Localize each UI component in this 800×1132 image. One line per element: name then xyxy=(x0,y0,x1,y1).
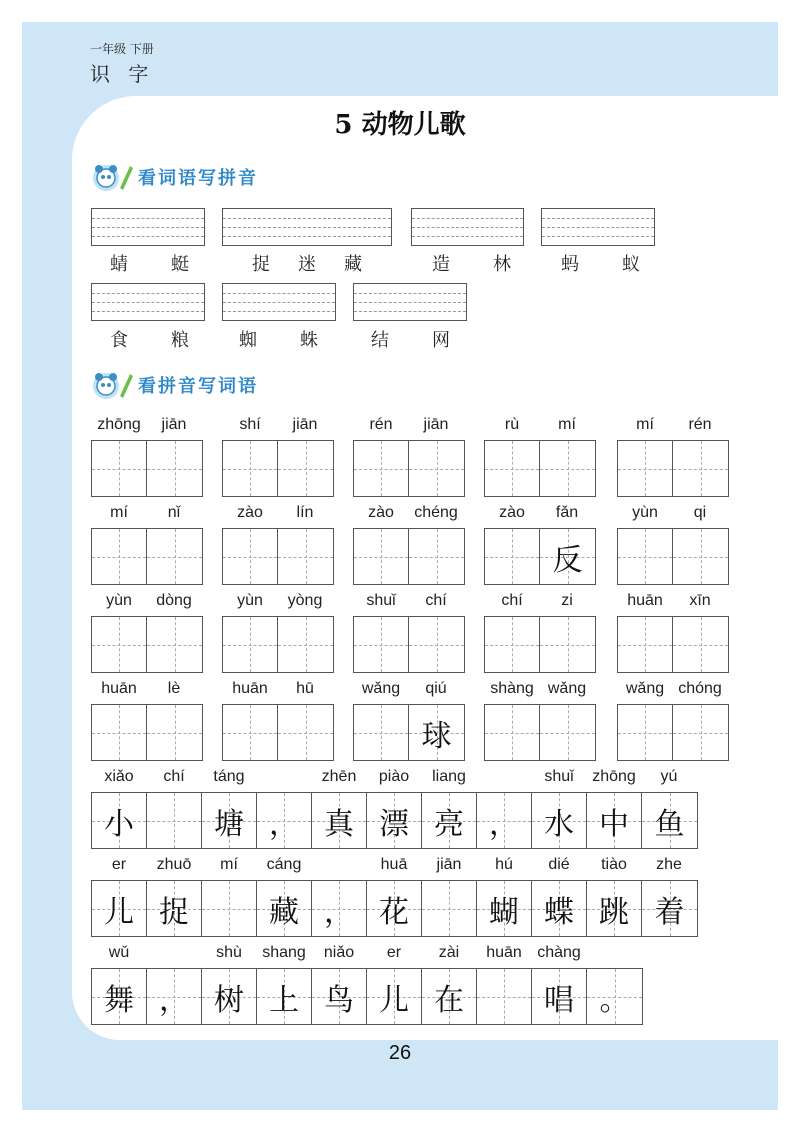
lesson-title: 5 动物儿歌 xyxy=(334,110,466,140)
cell-character xyxy=(223,617,277,672)
exercise-1-title: 看词语写拼音 xyxy=(138,168,258,189)
tianzige-cell[interactable] xyxy=(477,881,532,936)
cell-character: 水 xyxy=(544,806,574,842)
cell-character xyxy=(409,529,464,584)
pinyin-syllable: chí xyxy=(501,592,523,609)
pinyin-syllable: qiú xyxy=(425,680,447,697)
tianzige-cell[interactable] xyxy=(92,529,147,584)
tianzige-cell[interactable] xyxy=(278,617,333,672)
poem-line-grid xyxy=(91,880,698,937)
cell-character: 跳 xyxy=(599,894,629,930)
pinyin-answer-box[interactable] xyxy=(411,208,524,246)
pinyin-syllable: jiān xyxy=(292,416,318,433)
pinyin-syllable: hū xyxy=(296,680,314,697)
pinyin-syllable: huān xyxy=(101,680,137,697)
tianzige-cell[interactable] xyxy=(92,441,147,496)
pinyin-syllable: yú xyxy=(660,768,678,785)
word-character: 蜓 xyxy=(171,254,189,275)
pinyin-syllable: liang xyxy=(432,768,466,785)
tianzige-cell[interactable] xyxy=(367,793,422,848)
pinyin-syllable: chóng xyxy=(678,680,722,697)
tianzige-cell[interactable] xyxy=(409,529,464,584)
pinyin-syllable: zhōng xyxy=(97,416,141,433)
tianzige-cell[interactable] xyxy=(367,881,422,936)
pinyin-syllable: shuǐ xyxy=(366,592,396,609)
cell-character xyxy=(540,441,595,496)
pinyin-syllable: zào xyxy=(499,504,525,521)
pinyin-syllable: shàng xyxy=(490,680,534,697)
cell-character: 在 xyxy=(434,982,464,1018)
cell-character: 唱 xyxy=(544,982,574,1018)
cell-character xyxy=(223,529,277,584)
cell-character: 蝶 xyxy=(544,894,574,930)
tianzige-cell[interactable] xyxy=(312,793,367,848)
cell-character xyxy=(540,705,595,760)
pinyin-syllable: shù xyxy=(216,944,242,961)
tianzige-word-box xyxy=(222,704,334,761)
cell-character xyxy=(673,705,728,760)
tianzige-cell[interactable] xyxy=(587,969,642,1024)
section-label: 识 字 xyxy=(90,62,155,86)
pinyin-syllable: zi xyxy=(561,592,573,609)
word-character: 蚂 xyxy=(561,254,579,275)
tianzige-cell[interactable] xyxy=(147,881,202,936)
tianzige-cell[interactable] xyxy=(485,705,540,760)
pinyin-syllable: mí xyxy=(220,856,238,873)
pinyin-answer-box[interactable] xyxy=(541,208,655,246)
pinyin-syllable: rù xyxy=(504,416,520,433)
cell-character xyxy=(92,705,146,760)
tianzige-cell[interactable] xyxy=(485,617,540,672)
tianzige-cell[interactable] xyxy=(673,529,728,584)
pinyin-syllable: zào xyxy=(237,504,263,521)
tianzige-cell[interactable] xyxy=(587,881,642,936)
tianzige-word-box xyxy=(91,528,203,585)
tianzige-cell[interactable] xyxy=(618,529,673,584)
tianzige-cell[interactable] xyxy=(278,705,333,760)
pinyin-syllable: rén xyxy=(369,416,393,433)
pinyin-syllable: zhēn xyxy=(321,768,357,785)
cell-character xyxy=(147,793,201,848)
pinyin-syllable: táng xyxy=(213,768,245,785)
cell-character: 鱼 xyxy=(654,806,685,842)
pinyin-syllable: chéng xyxy=(414,504,458,521)
pinyin-answer-box[interactable] xyxy=(91,283,205,321)
cell-character xyxy=(618,441,672,496)
pinyin-syllable: huān xyxy=(486,944,522,961)
tianzige-cell[interactable] xyxy=(257,793,312,848)
tianzige-cell[interactable] xyxy=(532,969,587,1024)
exercise-1-heading xyxy=(90,160,258,194)
word-character: 捉 xyxy=(252,254,270,275)
tianzige-cell[interactable] xyxy=(202,793,257,848)
pinyin-syllable: piào xyxy=(378,768,410,785)
tianzige-cell[interactable] xyxy=(409,617,464,672)
tianzige-cell[interactable] xyxy=(147,441,202,496)
cell-character xyxy=(422,881,476,936)
cell-character: 球 xyxy=(421,718,452,754)
cell-character: 中 xyxy=(599,806,629,842)
cell-character: 鸟 xyxy=(324,982,354,1018)
tianzige-cell[interactable] xyxy=(422,881,477,936)
pinyin-syllable: lín xyxy=(296,504,314,521)
tianzige-cell[interactable] xyxy=(540,441,595,496)
pinyin-syllable: jiān xyxy=(161,416,187,433)
tianzige-cell[interactable] xyxy=(618,441,673,496)
tianzige-cell[interactable] xyxy=(540,705,595,760)
cell-character xyxy=(485,441,539,496)
tianzige-cell[interactable] xyxy=(642,793,697,848)
tianzige-cell[interactable] xyxy=(147,529,202,584)
tianzige-cell[interactable] xyxy=(422,969,477,1024)
pinyin-syllable: yùn xyxy=(237,592,263,609)
tianzige-cell[interactable] xyxy=(532,793,587,848)
pinyin-syllable: lè xyxy=(167,680,181,697)
cell-character xyxy=(673,441,728,496)
cell-character xyxy=(278,441,333,496)
tianzige-cell[interactable] xyxy=(257,969,312,1024)
tianzige-cell[interactable] xyxy=(92,705,147,760)
pinyin-syllable: fǎn xyxy=(555,504,579,521)
cell-character xyxy=(673,617,728,672)
cell-character xyxy=(278,705,333,760)
pinyin-syllable: hú xyxy=(495,856,513,873)
tianzige-word-box xyxy=(353,440,465,497)
tianzige-cell[interactable] xyxy=(532,881,587,936)
cell-character: 亮 xyxy=(434,806,464,842)
pinyin-syllable: cáng xyxy=(266,856,302,873)
pinyin-syllable: nǐ xyxy=(167,504,181,521)
tianzige-cell[interactable] xyxy=(422,793,477,848)
cell-character xyxy=(540,617,595,672)
tianzige-cell[interactable] xyxy=(354,441,409,496)
tianzige-cell[interactable] xyxy=(485,441,540,496)
cell-character xyxy=(354,441,408,496)
pinyin-syllable: er xyxy=(111,856,127,873)
tianzige-cell[interactable] xyxy=(312,881,367,936)
cell-character: 蝴 xyxy=(489,894,519,930)
word-character: 藏 xyxy=(344,254,362,275)
word-character: 林 xyxy=(493,254,511,275)
cell-character: 儿 xyxy=(379,982,409,1018)
poem-line-grid xyxy=(91,968,643,1025)
pinyin-syllable: tiào xyxy=(601,856,627,873)
word-character: 蛛 xyxy=(300,330,318,351)
cell-character: ， xyxy=(324,894,354,930)
pinyin-syllable: chàng xyxy=(537,944,581,961)
cell-character xyxy=(618,529,672,584)
pinyin-syllable: zào xyxy=(368,504,394,521)
word-character: 蜻 xyxy=(110,254,128,275)
cell-character xyxy=(618,705,672,760)
cell-character: 。 xyxy=(599,982,630,1018)
word-character: 结 xyxy=(371,330,389,351)
tianzige-cell[interactable] xyxy=(540,617,595,672)
cell-character: ， xyxy=(489,806,519,842)
pinyin-syllable: dié xyxy=(548,856,570,873)
tianzige-cell[interactable] xyxy=(642,881,697,936)
tianzige-cell[interactable] xyxy=(223,617,278,672)
tianzige-word-box xyxy=(617,440,729,497)
tianzige-word-box xyxy=(484,528,596,585)
tianzige-cell[interactable] xyxy=(485,529,540,584)
cell-character: ， xyxy=(269,806,299,842)
pinyin-syllable: rén xyxy=(688,416,712,433)
pinyin-syllable: shang xyxy=(262,944,306,961)
tianzige-cell[interactable] xyxy=(92,881,147,936)
pinyin-syllable: chí xyxy=(163,768,185,785)
tianzige-cell[interactable] xyxy=(278,441,333,496)
cell-character xyxy=(354,705,408,760)
cell-character xyxy=(147,617,202,672)
cell-character xyxy=(147,529,202,584)
tianzige-cell[interactable] xyxy=(673,705,728,760)
pinyin-syllable: wǎng xyxy=(361,680,401,697)
cell-character xyxy=(409,617,464,672)
pinyin-answer-box[interactable] xyxy=(222,208,392,246)
pinyin-syllable: zhōng xyxy=(592,768,636,785)
pinyin-syllable: zhuō xyxy=(156,856,192,873)
pinyin-syllable: chí xyxy=(425,592,447,609)
tianzige-cell[interactable] xyxy=(673,441,728,496)
tianzige-word-box xyxy=(353,528,465,585)
cell-character xyxy=(92,617,146,672)
tianzige-cell[interactable] xyxy=(147,705,202,760)
pinyin-syllable: dòng xyxy=(156,592,192,609)
cell-character xyxy=(354,529,408,584)
pinyin-syllable: yùn xyxy=(632,504,658,521)
pinyin-syllable: shuǐ xyxy=(544,768,574,785)
tianzige-cell[interactable] xyxy=(223,529,278,584)
tianzige-word-box xyxy=(222,440,334,497)
tianzige-cell[interactable] xyxy=(312,969,367,1024)
page-number: 26 xyxy=(388,1042,412,1064)
tianzige-word-box xyxy=(484,440,596,497)
cell-character: 藏 xyxy=(269,894,299,930)
tianzige-cell[interactable] xyxy=(540,529,595,584)
cell-character: 树 xyxy=(214,982,244,1018)
pinyin-syllable: er xyxy=(386,944,402,961)
cell-character xyxy=(673,529,728,584)
pinyin-syllable: wǔ xyxy=(108,944,130,961)
word-character: 造 xyxy=(432,254,450,275)
cell-character xyxy=(202,881,256,936)
cell-character: 反 xyxy=(552,542,583,578)
tianzige-word-box xyxy=(617,704,729,761)
cell-character xyxy=(618,617,672,672)
pinyin-syllable: huān xyxy=(627,592,663,609)
tianzige-cell[interactable] xyxy=(587,793,642,848)
tianzige-word-box xyxy=(353,704,465,761)
pinyin-syllable: mí xyxy=(110,504,128,521)
pinyin-syllable: yùn xyxy=(106,592,132,609)
cell-character: 真 xyxy=(324,806,354,842)
cell-character xyxy=(409,441,464,496)
pinyin-syllable: jiān xyxy=(436,856,462,873)
tianzige-cell[interactable] xyxy=(618,705,673,760)
cell-character xyxy=(147,441,202,496)
tianzige-word-box xyxy=(617,528,729,585)
tianzige-word-box xyxy=(91,616,203,673)
tianzige-cell[interactable] xyxy=(92,617,147,672)
exercise-2-heading xyxy=(90,368,258,402)
tianzige-word-box xyxy=(353,616,465,673)
cell-character xyxy=(278,617,333,672)
panda-mascot-icon xyxy=(90,368,134,402)
tianzige-word-box xyxy=(222,528,334,585)
word-character: 蜘 xyxy=(239,330,257,351)
pinyin-answer-box[interactable] xyxy=(222,283,336,321)
tianzige-cell[interactable] xyxy=(278,529,333,584)
cell-character: ， xyxy=(159,982,189,1018)
pinyin-syllable: jiān xyxy=(423,416,449,433)
tianzige-cell[interactable] xyxy=(477,793,532,848)
tianzige-cell[interactable] xyxy=(409,441,464,496)
tianzige-cell[interactable] xyxy=(354,617,409,672)
tianzige-cell[interactable] xyxy=(257,881,312,936)
tianzige-cell[interactable] xyxy=(354,529,409,584)
tianzige-cell[interactable] xyxy=(202,969,257,1024)
tianzige-cell[interactable] xyxy=(202,881,257,936)
tianzige-cell[interactable] xyxy=(92,793,147,848)
cell-character xyxy=(485,529,539,584)
cell-character: 花 xyxy=(379,894,409,930)
cell-character: 上 xyxy=(269,982,299,1018)
pinyin-syllable: huān xyxy=(232,680,268,697)
word-character: 网 xyxy=(432,330,450,351)
word-character: 粮 xyxy=(171,330,189,351)
panda-mascot-icon xyxy=(90,160,134,194)
tianzige-word-box xyxy=(617,616,729,673)
tianzige-cell[interactable] xyxy=(354,705,409,760)
pinyin-syllable: qi xyxy=(693,504,707,521)
pinyin-syllable: xīn xyxy=(689,592,711,609)
cell-character: 舞 xyxy=(104,982,134,1018)
poem-line-grid xyxy=(91,792,698,849)
tianzige-word-box xyxy=(484,616,596,673)
word-character: 食 xyxy=(110,330,128,351)
cell-character: 漂 xyxy=(379,806,409,842)
cell-character xyxy=(92,441,146,496)
cell-character xyxy=(92,529,146,584)
cell-character xyxy=(223,441,277,496)
pinyin-answer-box[interactable] xyxy=(353,283,467,321)
pinyin-syllable: yòng xyxy=(287,592,323,609)
pinyin-syllable: niǎo xyxy=(323,944,355,961)
pinyin-syllable: wǎng xyxy=(625,680,665,697)
tianzige-cell[interactable] xyxy=(147,969,202,1024)
pinyin-syllable: mí xyxy=(558,416,576,433)
cell-character: 塘 xyxy=(214,806,244,842)
pinyin-syllable: wǎng xyxy=(547,680,587,697)
cell-character xyxy=(485,705,539,760)
cell-character xyxy=(477,969,531,1024)
pinyin-syllable: shí xyxy=(239,416,261,433)
pinyin-syllable: xiǎo xyxy=(104,768,134,785)
tianzige-word-box xyxy=(91,704,203,761)
tianzige-word-box xyxy=(484,704,596,761)
tianzige-cell[interactable] xyxy=(92,969,147,1024)
pinyin-syllable: zhe xyxy=(656,856,682,873)
tianzige-cell[interactable] xyxy=(618,617,673,672)
cell-character: 儿 xyxy=(104,894,134,930)
pinyin-answer-box[interactable] xyxy=(91,208,205,246)
cell-character xyxy=(354,617,408,672)
pinyin-syllable: zài xyxy=(438,944,460,961)
tianzige-cell[interactable] xyxy=(367,969,422,1024)
word-character: 迷 xyxy=(298,254,316,275)
cell-character: 捉 xyxy=(159,894,189,930)
tianzige-cell[interactable] xyxy=(223,705,278,760)
word-character: 蚁 xyxy=(622,254,640,275)
cell-character xyxy=(223,705,277,760)
cell-character: 小 xyxy=(104,806,134,842)
pinyin-syllable: mí xyxy=(636,416,654,433)
cell-character xyxy=(147,705,202,760)
exercise-2-title: 看拼音写词语 xyxy=(138,376,258,397)
tianzige-word-box xyxy=(222,616,334,673)
tianzige-cell[interactable] xyxy=(147,617,202,672)
grade-label: 一年级 下册 xyxy=(90,42,154,56)
cell-character xyxy=(278,529,333,584)
pinyin-syllable: huā xyxy=(380,856,408,873)
tianzige-cell[interactable] xyxy=(223,441,278,496)
tianzige-cell[interactable] xyxy=(477,969,532,1024)
cell-character xyxy=(485,617,539,672)
cell-character: 着 xyxy=(654,894,685,930)
tianzige-cell[interactable] xyxy=(673,617,728,672)
tianzige-cell[interactable] xyxy=(409,705,464,760)
tianzige-cell[interactable] xyxy=(147,793,202,848)
tianzige-word-box xyxy=(91,440,203,497)
